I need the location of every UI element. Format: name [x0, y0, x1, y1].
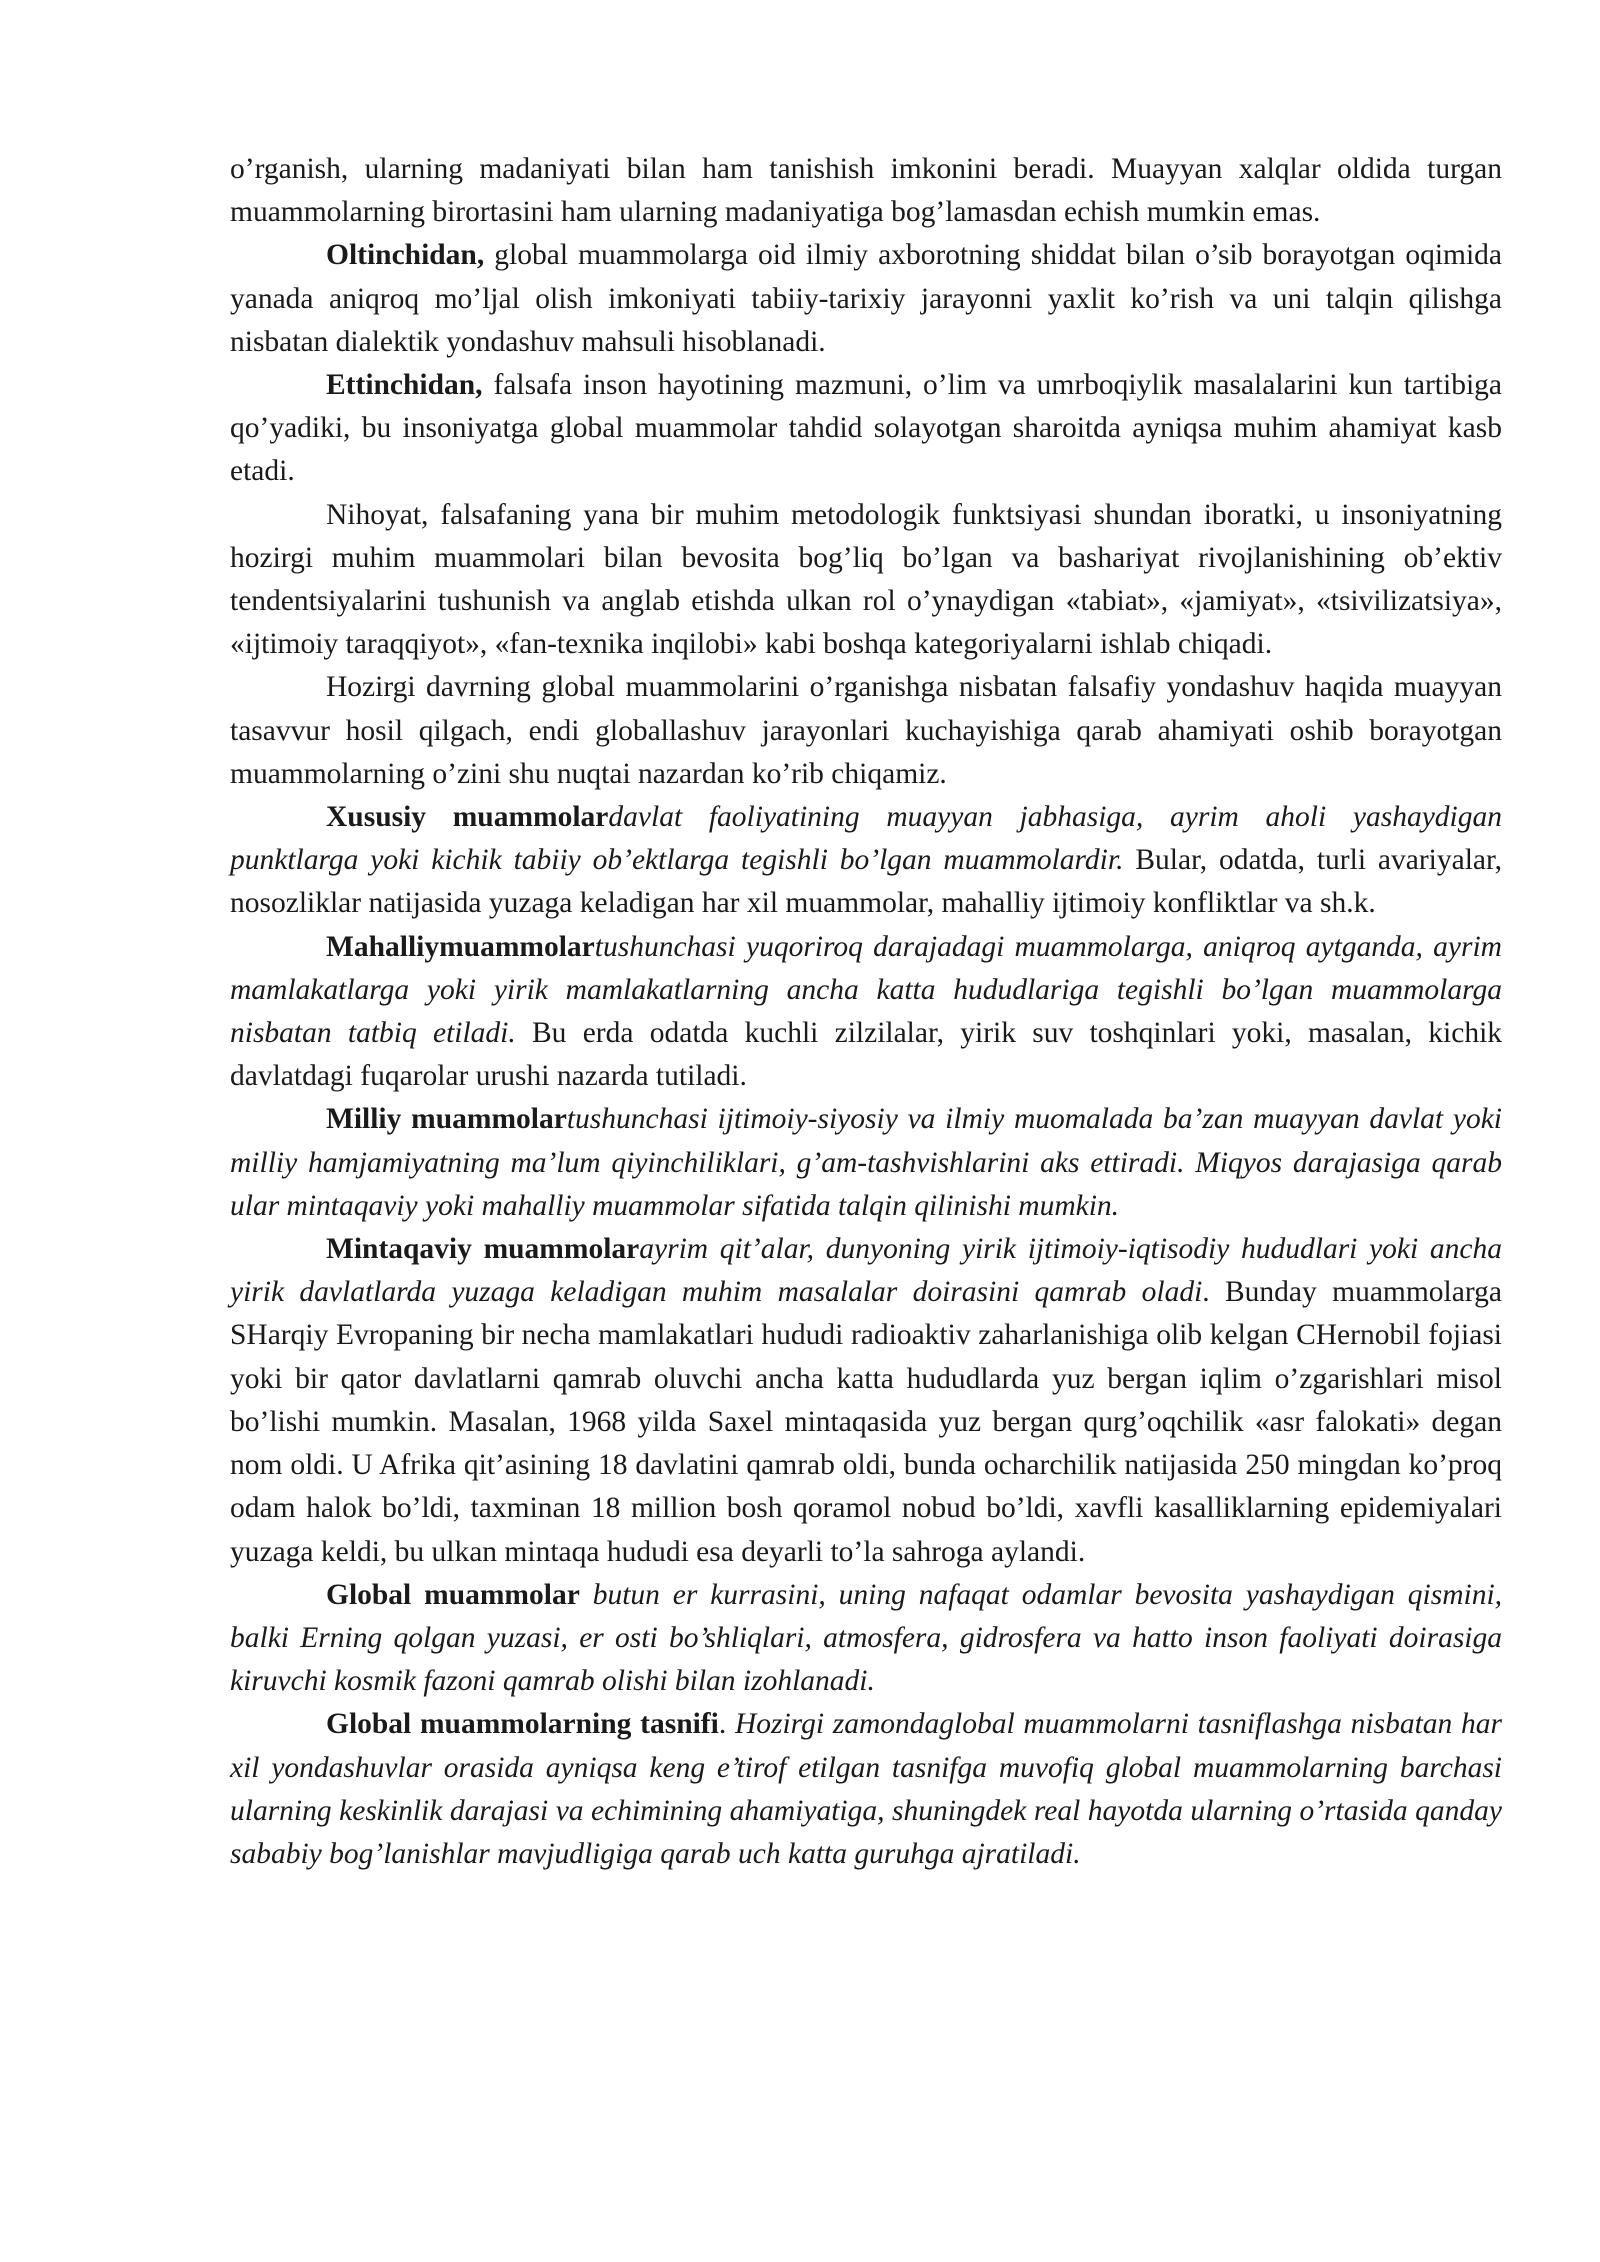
paragraph-mahalliy-muammolar — [230, 926, 1502, 1099]
paragraph-lead-term: Ettinchidan, — [326, 369, 483, 402]
paragraph-ettinchidan — [230, 364, 1502, 494]
paragraph-text: Hozirgi davrning global muammolarini o’rganishga nisbatan falsafiy yondashuv haqida muayyan tasavvur hosil qilgach, endi globallashuv jarayonlari kuchayishiga qarab ahamiyati oshib borayotgan muammolarning o’zini shu nuqtai nazardan ko’rib chiqamiz. — [230, 671, 1502, 790]
paragraph-hozirgi-davr — [230, 666, 1502, 796]
paragraph-definition: Hozirgi zamondaglobal muammolarni tasniflashga nisbatan har xil yondashuvlar orasida ayniqsa keng e’tirof etilgan tasnifga muvofiq global muammolarning barchasi ularning keskinlik darajasi va echimining ahamiyatiga, shuningdek real hayotda ularning o’rtasida qanday sababiy bog’lanishlar mavjudligiga qarab uch katta guruhga ajratiladi. — [230, 1708, 1503, 1870]
paragraph-definition: butun er kurrasini, uning nafaqat odamlar bevosita yashaydigan qismini, balki Erning qolgan yuzasi, er osti bo’shliqlari, atmosfera, gidrosfera va hatto inson faoliyati doirasiga kiruvchi kosmik fazoni qamrab olishi bilan izohlanadi. — [230, 1578, 1503, 1698]
paragraph-oltinchidan — [230, 234, 1502, 364]
paragraph-global-tasnifi — [230, 1703, 1502, 1876]
paragraph-definition: davlat faoliyatining muayyan jabhasiga, ayrim aholi yashaydigan punktlarga yoki kichik tabiiy ob’ektlarga tegishli bo’lgan muammolardir. — [230, 801, 1502, 877]
paragraph-text: . Bunday muammolarga SHarqiy Evropaning bir necha mamlakatlari hududi radioaktiv zaharlanishiga olib kelgan CHernobil fojiasi yoki bir qator davlatlarni qamrab oluvchi ancha katta hududlarda yuz bergan iqlim o’zgarishlari misol bo’lishi mumkin. Masalan, 1968 yilda Saxel mintaqasida yuz bergan qurg’oqchilik «asr falokati» degan nom oldi. U Afrika qit’asining 18 davlatini qamrab oldi, bunda ocharchilik natijasida 250 mingdan ko’proq odam halok bo’ldi, taxminan 18 million bosh qoramol nobud bo’ldi, xavfli kasalliklarning epidemiyalari yuzaga keldi, bu ulkan mintaqa hududi esa deyarli to’la sahroga aylandi. — [230, 1276, 1502, 1568]
paragraph-definition: ayrim qit’alar, dunyoning yirik ijtimoiy-iqtisodiy hududlari yoki ancha yirik davlatlarda yuzaga keladigan muhim masalalar doirasini qamrab oladi — [230, 1233, 1502, 1309]
paragraph-milliy-muammolar — [230, 1098, 1502, 1228]
paragraph-text: falsafa inson hayotining mazmuni, o’lim va umrboqiylik masalalarini kun tartibiga qo’yadiki, bu insoniyatga global muammolar tahdid solayotgan sharoitda ayniqsa muhim ahamiyat kasb etadi. — [230, 369, 1502, 488]
paragraph-text: o’rganish, ularning madaniyati bilan ham tanishish imkonini beradi. Muayyan xalqlar oldida turgan muammolarning birortasini ham ularning madaniyatiga bog’lamasdan echish mumkin emas. — [230, 153, 1502, 229]
paragraph-definition: tushunchasi yuqoriroq darajadagi muammolarga, aniqroq aytganda, ayrim mamlakatlarga yoki yirik mamlakatlarning ancha katta hududlariga tegishli bo’lgan muammolarga nisbatan tatbiq etiladi. — [230, 930, 1502, 1050]
paragraph-lead-term: Oltinchidan, — [326, 239, 485, 272]
document-page — [230, 148, 1502, 1876]
paragraph-text: global muammolarga oid ilmiy axborotning shiddat bilan o’sib borayotgan oqimida yanada aniqroq mo’ljal olish imkoniyati tabiiy-tarixiy jarayonni yaxlit ko’rish va uni talqin qilishga nisbatan dialektik yondashuv mahsuli hisoblanadi. — [230, 239, 1502, 358]
paragraph-separator: . — [718, 1708, 735, 1741]
paragraph-lead-term: Global muammolar — [326, 1578, 580, 1611]
paragraph-lead-term: Global muammolarning tasnifi — [326, 1708, 719, 1741]
paragraph-nihoyat — [230, 494, 1502, 667]
paragraph-separator — [580, 1579, 593, 1611]
paragraph-definition: tushunchasi ijtimoiy-siyosiy va ilmiy muomalada ba’zan muayyan davlat yoki milliy hamjamiyatning ma’lum qiyinchiliklari, g’am-tashvishlarini aks ettiradi. Miqyos darajasiga qarab ular mintaqaviy yoki mahalliy muammolar sifatida talqin qilinishi mumkin. — [230, 1103, 1503, 1222]
paragraph-xususiy-muammolar — [230, 796, 1502, 926]
paragraph-continuation — [230, 148, 1502, 234]
paragraph-lead-term: Mintaqaviy muammolar — [326, 1233, 640, 1266]
paragraph-lead-term: Xususiy muammolar — [326, 801, 609, 834]
paragraph-text: Nihoyat, falsafaning yana bir muhim metodologik funktsiyasi shundan iboratki, u insoniyatning hozirgi muhim muammolari bilan bevosita bog’liq bo’lgan va bashariyat rivojlanishining ob’ektiv tendentsiyalarini tushunish va anglab etishda ulkan rol o’ynaydigan «tabiat», «jamiyat», «tsivilizatsiya», «ijtimoiy taraqqiyot», «fan-texnika inqilobi» kabi boshqa kategoriyalarni ishlab chiqadi. — [230, 498, 1502, 661]
paragraph-global-muammolar — [230, 1574, 1502, 1704]
paragraph-lead-term: Milliy muammolar — [326, 1103, 567, 1136]
paragraph-lead-term: Mahalliymuammolar — [326, 930, 595, 963]
paragraph-text: Bu erda odatda kuchli zilzilalar, yirik suv toshqinlari yoki, masalan, kichik davlatdagi fuqarolar urushi nazarda tutiladi. — [230, 1017, 1503, 1093]
paragraph-mintaqaviy-muammolar — [230, 1228, 1502, 1574]
paragraph-text: Bular, odatda, turli avariyalar, nosozliklar natijasida yuzaga keladigan har xil muammolar, mahalliy ijtimoiy konfliktlar va sh.k. — [230, 844, 1502, 920]
